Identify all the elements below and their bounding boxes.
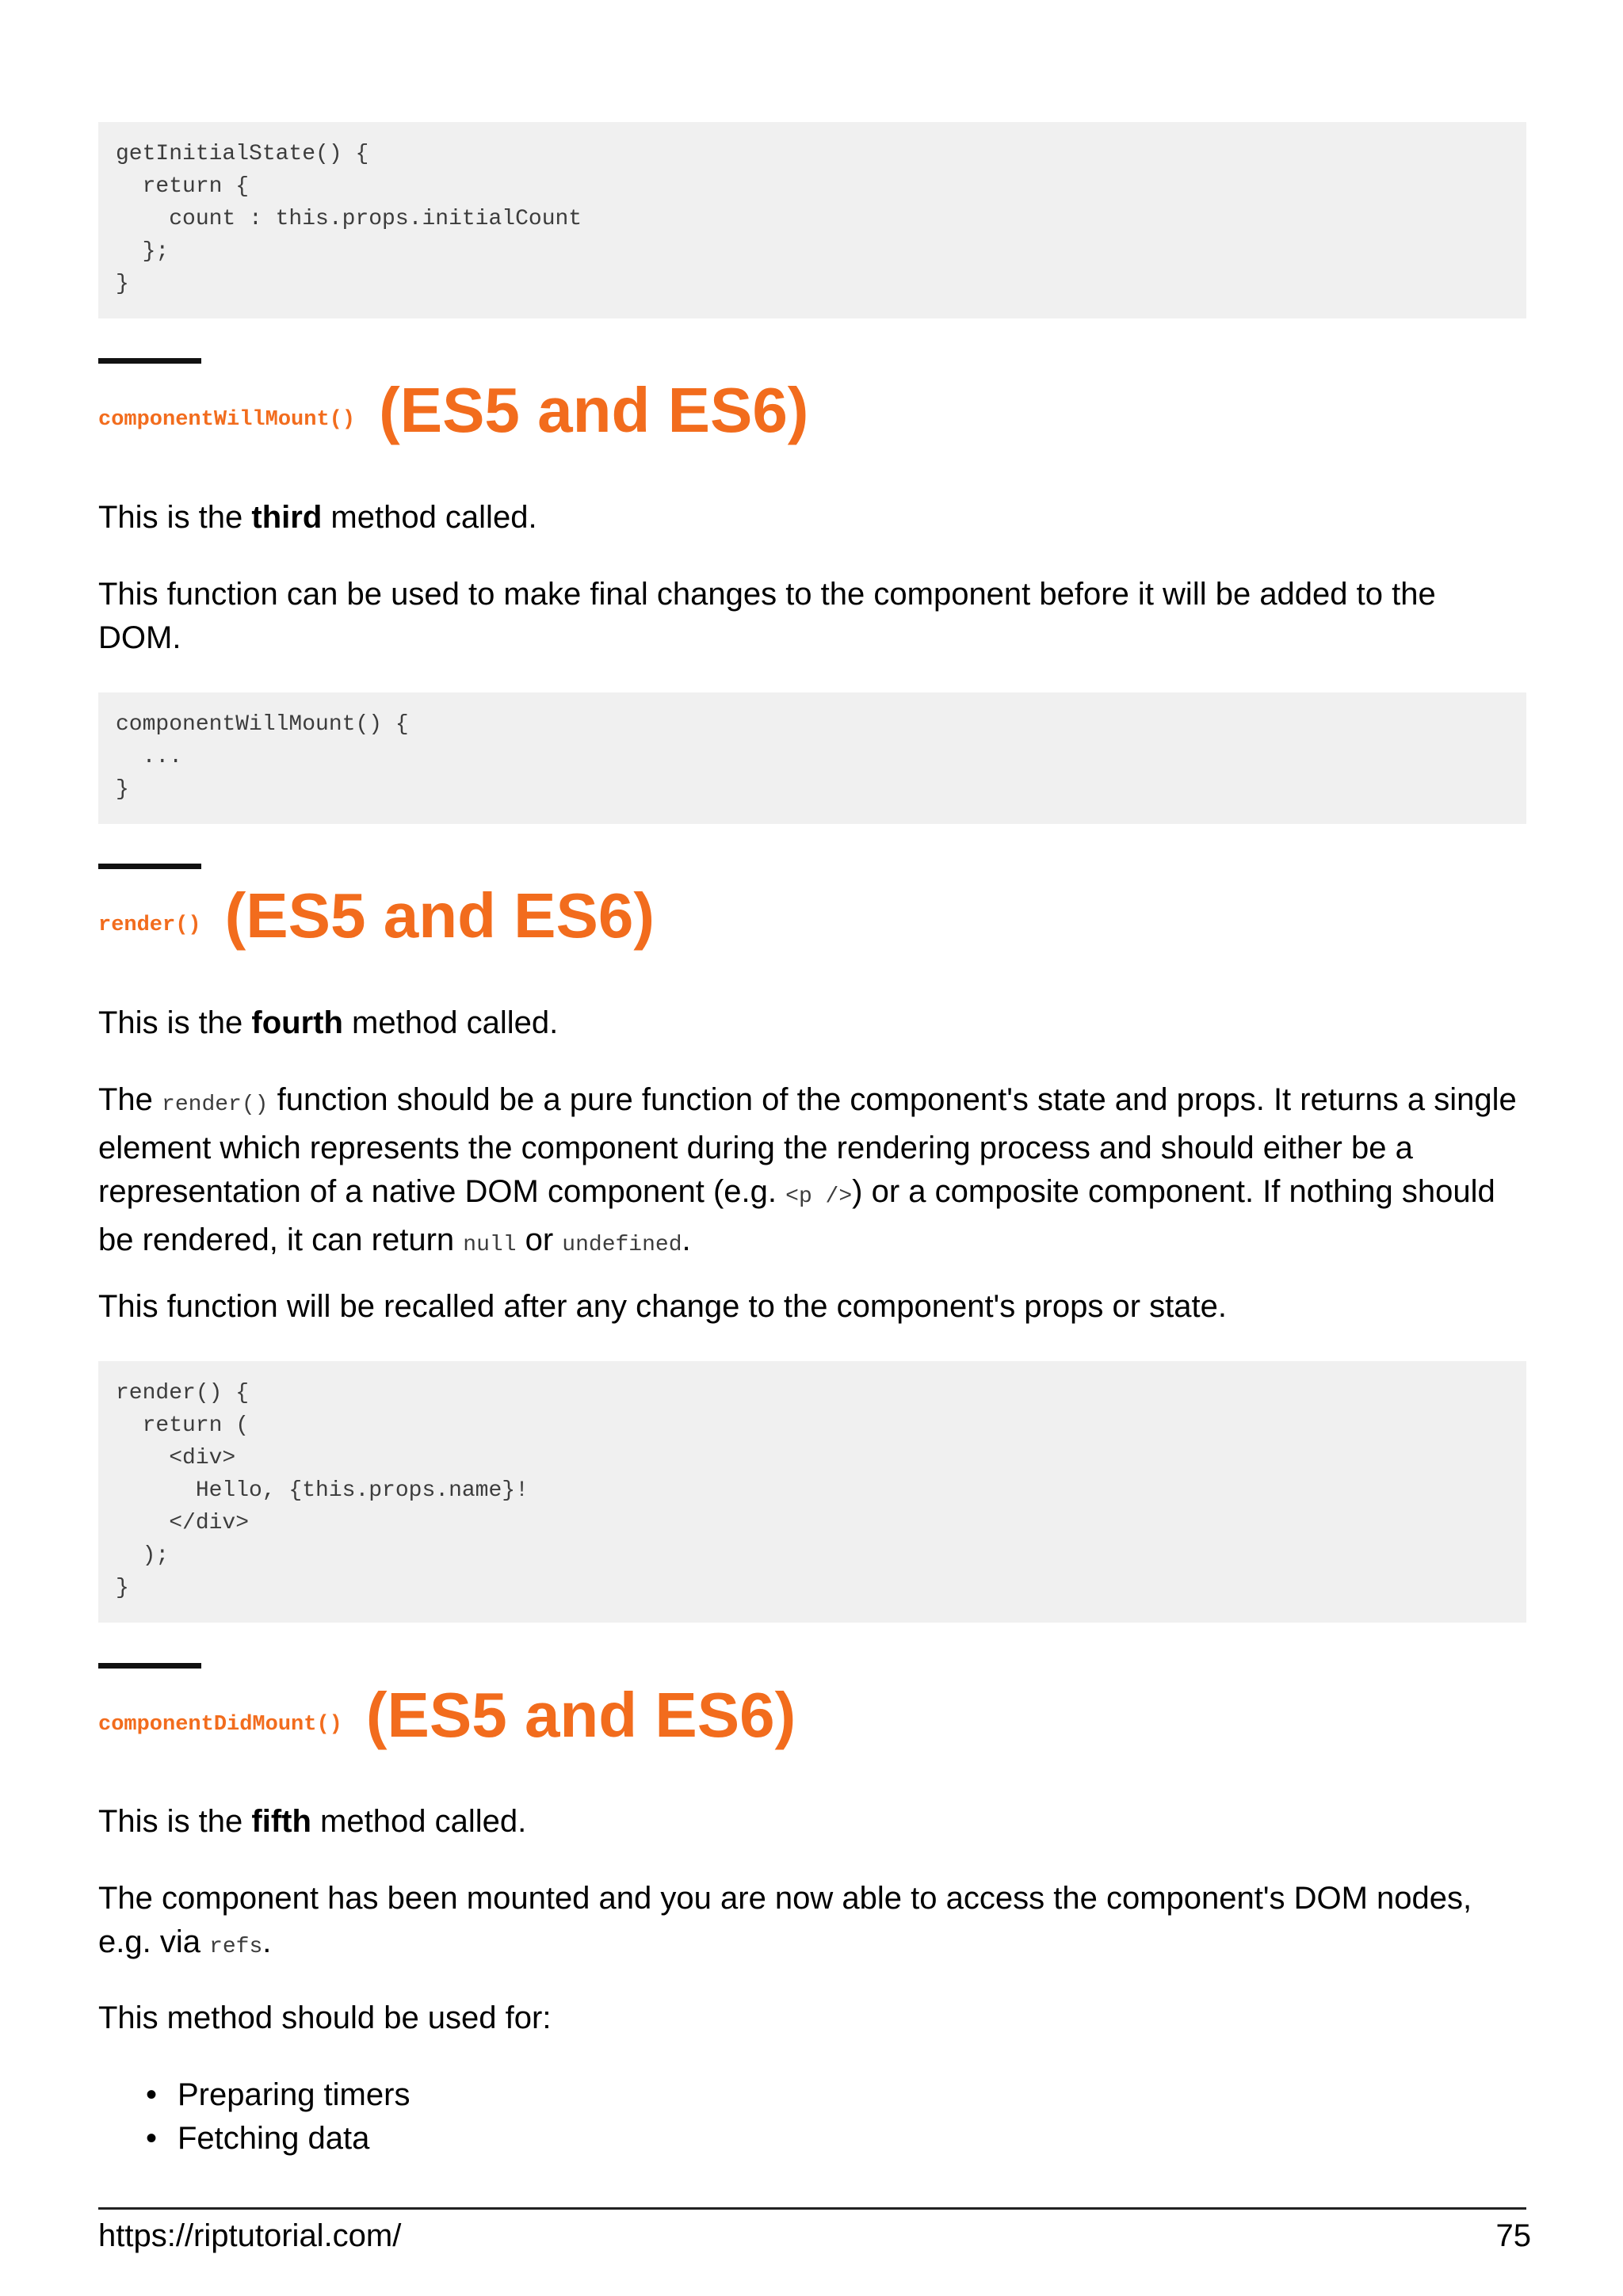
paragraph: This method should be used for: bbox=[98, 2000, 552, 2035]
page-number: 75 bbox=[1495, 2218, 1531, 2253]
list-item: • Fetching data bbox=[146, 2117, 410, 2161]
paragraph: This is the fourth method called. bbox=[98, 1005, 559, 1040]
paragraph: This is the fifth method called. bbox=[98, 1804, 527, 1839]
inline-code: undefined bbox=[562, 1233, 682, 1257]
section-heading-render bbox=[98, 875, 1526, 957]
paragraph: This function will be recalled after any change to the component's props or state. bbox=[98, 1289, 1227, 1324]
paragraph: The render() function should be a pure function of the component's state and props. It returns a single element which represents the component during the rendering process and should either be a representation of a native DOM component (e.g. <p />) or a composite component. If nothing should be rendered, it can return null or undefined. bbox=[98, 1082, 1517, 1257]
section-heading-did-mount bbox=[98, 1674, 1526, 1756]
section-divider bbox=[98, 864, 201, 869]
paragraph: This function can be used to make final changes to the component before it will be added to the DOM. bbox=[98, 577, 1436, 655]
bullet-list bbox=[146, 2073, 410, 2161]
footer-divider bbox=[98, 2207, 1526, 2210]
paragraph: The component has been mounted and you are now able to access the component's DOM nodes, e.g. via refs. bbox=[98, 1881, 1472, 1959]
bullet-icon: • bbox=[146, 2077, 158, 2112]
section-heading-will-mount bbox=[98, 369, 1526, 452]
list-item: • Preparing timers bbox=[146, 2073, 410, 2117]
heading-text: (ES5 and ES6) bbox=[365, 1680, 796, 1750]
inline-code: refs bbox=[209, 1935, 263, 1959]
heading-code-name: componentWillMount() bbox=[98, 408, 356, 432]
bullet-icon: • bbox=[146, 2121, 158, 2156]
section-divider bbox=[98, 1663, 201, 1669]
section-divider bbox=[98, 358, 201, 364]
paragraph: This is the third method called. bbox=[98, 500, 537, 535]
heading-text: (ES5 and ES6) bbox=[224, 880, 655, 951]
code-block-render: render() { return ( <div> Hello, {this.props.name}! </div> ); } bbox=[98, 1361, 1526, 1623]
inline-code: render() bbox=[162, 1093, 269, 1117]
heading-code-name: render() bbox=[98, 913, 201, 937]
heading-code-name: componentDidMount() bbox=[98, 1713, 342, 1737]
code-block-will-mount: componentWillMount() { ... } bbox=[98, 692, 1526, 824]
footer-url[interactable]: https://riptutorial.com/ bbox=[98, 2218, 402, 2253]
inline-code: <p /> bbox=[785, 1184, 853, 1209]
code-block-initial-state: getInitialState() { return { count : this.props.initialCount }; } bbox=[98, 122, 1526, 318]
inline-code: null bbox=[463, 1233, 517, 1257]
heading-text: (ES5 and ES6) bbox=[379, 375, 809, 445]
